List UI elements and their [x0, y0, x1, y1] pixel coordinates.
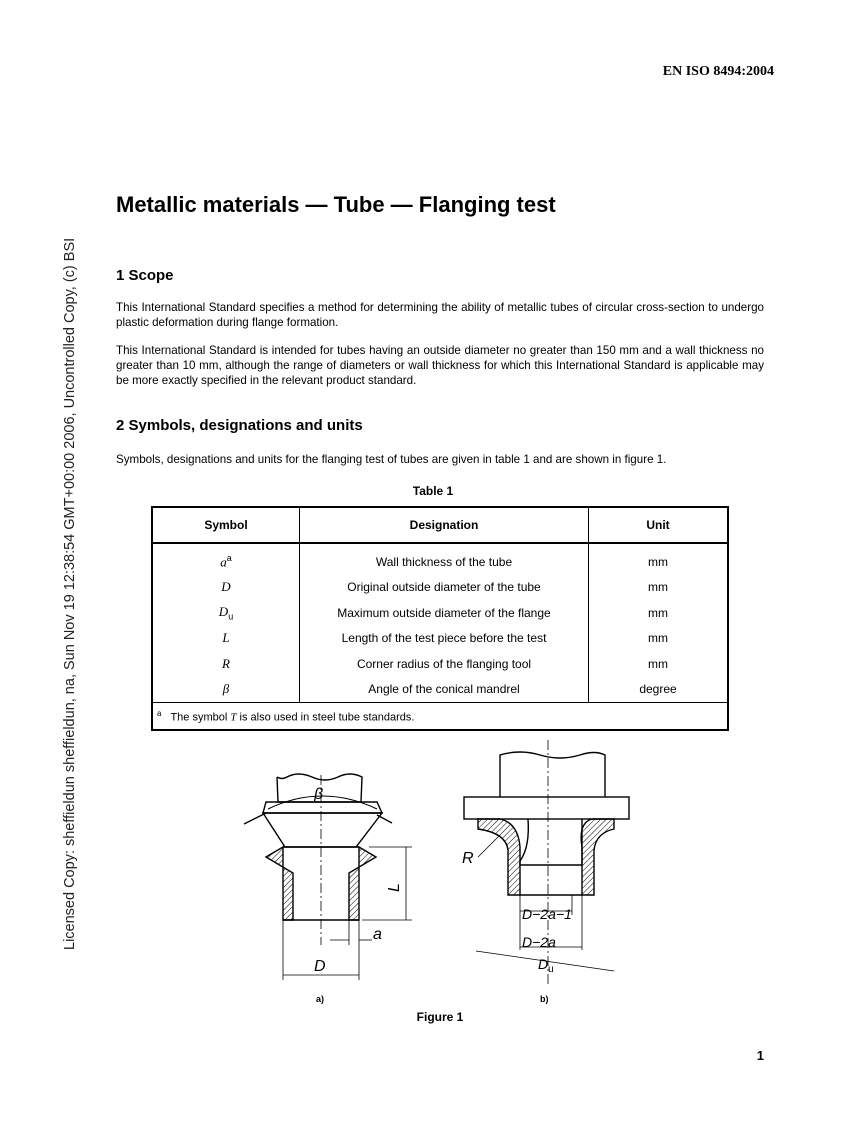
symbol-cell: R: [152, 651, 300, 677]
scope-paragraph-2: This International Standard is intended for tubes having an outside diameter no greater than 150 mm and a wall thickness no greater than 10 mm, although the range of diameters or wall thickness for which this International Standard is applicable may be more exactly specified in the relevant product standard.: [116, 344, 764, 387]
dim-L-label: L: [386, 883, 403, 892]
tool-shank-b: [500, 752, 605, 797]
license-watermark: Licensed Copy: sheffieldun sheffieldun, na, Sun Nov 19 12:38:54 GMT+00:00 2006, Uncontrolled Copy, (c) BSI: [62, 237, 78, 950]
designation-cell: Original outside diameter of the tube: [300, 575, 589, 601]
dim-Du-label: $D_u$: [538, 956, 554, 975]
dim-a-label: a: [373, 926, 382, 943]
symbol-cell: D: [152, 575, 300, 601]
symbol-cell: L: [152, 626, 300, 652]
table-footnote: $^a$ The symbol T is also used in steel tube standards.: [152, 703, 728, 731]
tube-wall-left-b: [478, 819, 520, 895]
unit-cell: mm: [589, 651, 729, 677]
table-row: [152, 626, 728, 652]
designation-cell: Corner radius of the flanging tool: [300, 651, 589, 677]
table-row: [152, 575, 728, 601]
figure-label-a: a): [316, 994, 325, 1004]
dim-R-label: R: [462, 850, 474, 867]
tube-wall-right-b: [581, 819, 614, 895]
tool-nose-b: [520, 819, 582, 865]
symbols-paragraph: Symbols, designations and units for the flanging test of tubes are given in table 1 and are shown in figure 1.: [116, 453, 667, 466]
table-caption: Table 1: [412, 484, 454, 498]
symbols-table: [151, 506, 729, 731]
unit-cell: mm: [589, 600, 729, 626]
table-row: [152, 543, 728, 575]
dim-beta-label: β: [314, 786, 324, 803]
section-1-heading: 1 Scope: [116, 267, 174, 284]
table-row: [152, 677, 728, 703]
column-header-designation: Designation: [300, 507, 589, 543]
designation-cell: Wall thickness of the tube: [300, 543, 589, 575]
designation-cell: Length of the test piece before the test: [300, 626, 589, 652]
unit-cell: degree: [589, 677, 729, 703]
table-footnote-row: [152, 703, 728, 731]
unit-cell: mm: [589, 575, 729, 601]
dim-D-label: D: [314, 958, 326, 975]
figure-label-b: b): [540, 994, 549, 1004]
dim-D-2a-label: D−2a: [522, 934, 556, 950]
symbol-cell: $D_u$: [152, 600, 300, 626]
column-header-symbol: Symbol: [152, 507, 300, 543]
scope-paragraph-1: This International Standard specifies a method for determining the ability of metallic tubes of circular cross-section to undergo plastic deformation during flange formation.: [116, 301, 764, 329]
section-2-heading: 2 Symbols, designations and units: [116, 417, 363, 434]
unit-cell: mm: [589, 543, 729, 575]
column-header-unit: Unit: [589, 507, 729, 543]
figure-caption: Figure 1: [416, 1010, 464, 1024]
table-row: [152, 651, 728, 677]
symbol-cell: β: [152, 677, 300, 703]
document-title: Metallic materials — Tube — Flanging test: [116, 192, 556, 217]
tube-wall-right-a: [349, 847, 376, 920]
symbol-cell: $a^a$: [152, 543, 300, 575]
designation-cell: Angle of the conical mandrel: [300, 677, 589, 703]
table-row: [152, 600, 728, 626]
mandrel-cone-a: [263, 813, 382, 847]
tube-wall-left-a: [266, 847, 293, 920]
page-number: 1: [756, 1048, 764, 1063]
tool-flange-plate-b: [464, 797, 629, 819]
designation-cell: Maximum outside diameter of the flange: [300, 600, 589, 626]
unit-cell: mm: [589, 626, 729, 652]
standard-code: EN ISO 8494:2004: [662, 64, 774, 79]
figure-1-drawing: [0, 735, 866, 1005]
dim-D-2a-1-label: D−2a−1: [522, 906, 572, 922]
